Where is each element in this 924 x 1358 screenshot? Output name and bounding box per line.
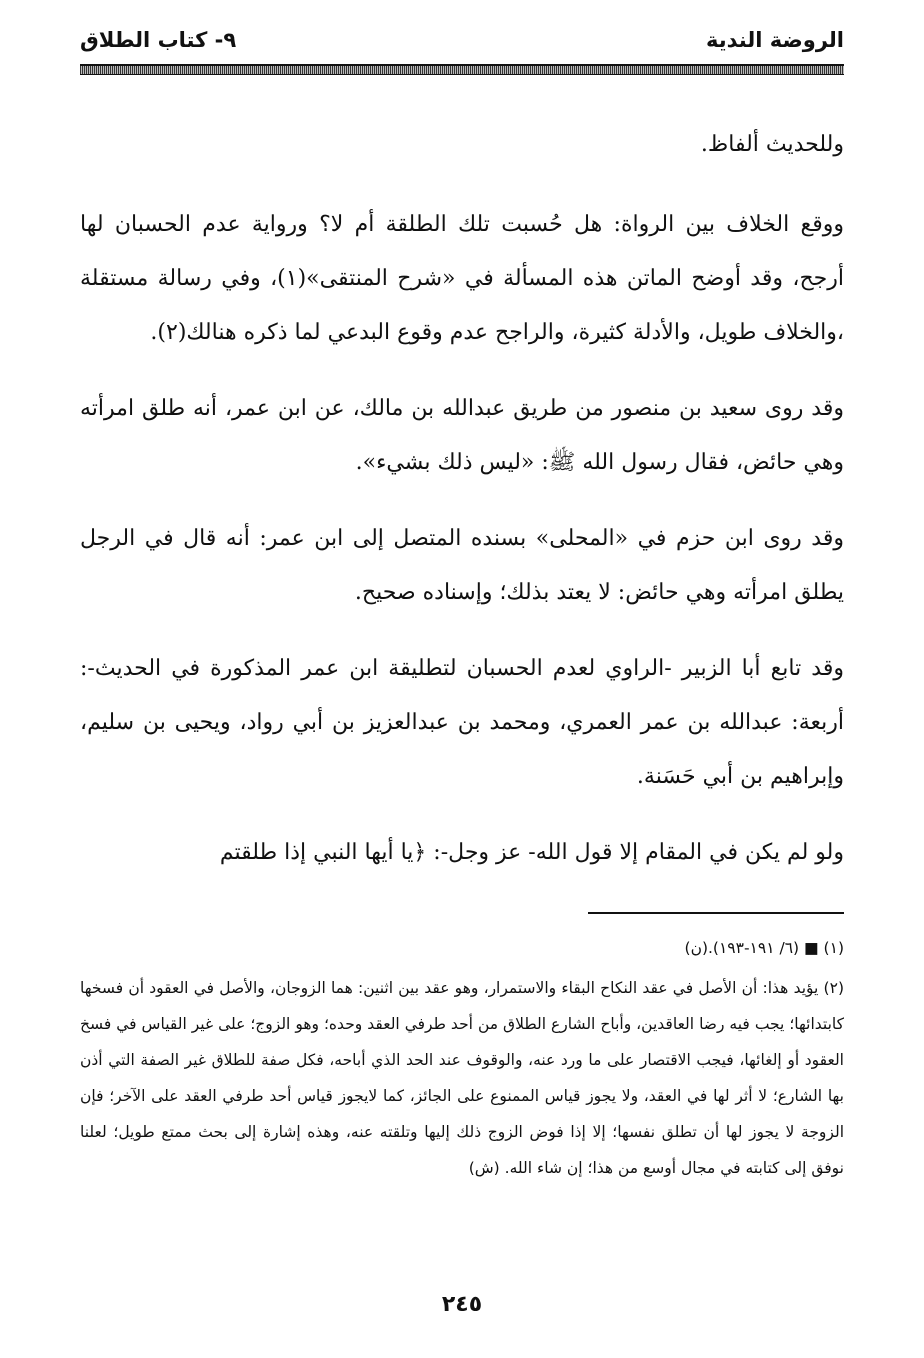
paragraph: ولو لم يكن في المقام إلا قول الله- عز وجل-: ﴿يا أيها النبي إذا طلقتم xyxy=(219,840,844,865)
footnote: (١) ■ (٦/ ١٩١-١٩٣).(ن) xyxy=(684,939,844,957)
paragraph: ووقع الخلاف بين الرواة: هل حُسبت تلك الطلقة أم لا؟ ورواية عدم الحسبان لها أرجح، وقد أوضح الماتن هذه المسألة في «شرح المنتقى»(١)، وفي رسالة مستقلة ،والخلاف طويل، والأدلة كثيرة، والراجح عدم وقوع البدعي لما ذكره هنالك(٢). xyxy=(80,212,844,345)
chapter-title: ٩- كتاب الطلاق xyxy=(80,28,237,52)
footnote: (٢) يؤيد هذا: أن الأصل في عقد النكاح البقاء والاستمرار، وهو عقد بين اثنين: هما الزوجان، والأصل في العقود أن فسخها كابتدائها؛ يجب فيه رضا العاقدين، وأباح الشارع الطلاق من أحد طرفي العقد وحده؛ وهو الزوج؛ على غير القياس في فسخ العقود أو إلغائها، فيجب الاقتصار على ما ورد عنه، والوقوف عند الحد الذي أباحه، فكل صفة للطلاق غير الصفة التي أذن بها الشارع؛ لا أثر لها في العقد، ولا يجوز قياس الممنوع على الجائز، كما لايجوز قياس أحد طرفي العقد على الآخر؛ فإن الزوجة لا يجوز لها أن تطلق نفسها؛ إلا إذا فوض الزوج ذلك إليها وتلقته عنه، وهذه إشارة إلى بحث ممتع طويل؛ لعلنا نوفق إلى كتابته في مجال أوسع من هذا؛ إن شاء الله. (ش) xyxy=(80,979,844,1177)
footnote-separator xyxy=(588,912,844,914)
paragraph: وقد روى سعيد بن منصور من طريق عبدالله بن مالك، عن ابن عمر، أنه طلق امرأته وهي حائض، فقال رسول الله ﷺ: «ليس ذلك بشيء». xyxy=(80,396,844,475)
header-rule xyxy=(80,64,844,75)
main-text xyxy=(80,118,844,902)
book-title: الروضة الندية xyxy=(706,28,844,52)
paragraph: وللحديث ألفاظ. xyxy=(700,132,844,157)
running-header xyxy=(80,28,844,58)
paragraph: وقد تابع أبا الزبير -الراوي لعدم الحسبان لتطليقة ابن عمر المذكورة في الحديث-: أربعة: عبدالله بن عمر العمري، ومحمد بن عبدالعزيز بن أبي رواد، ويحيى بن سليم، وإبراهيم بن أبي حَسَنة. xyxy=(80,656,844,789)
page-number: ٢٤٥ xyxy=(441,1292,483,1317)
paragraph: وقد روى ابن حزم في «المحلى» بسنده المتصل إلى ابن عمر: أنه قال في الرجل يطلق امرأته وهي حائض: لا يعتد بذلك؛ وإسناده صحيح. xyxy=(80,526,844,605)
footnotes xyxy=(80,930,844,1190)
